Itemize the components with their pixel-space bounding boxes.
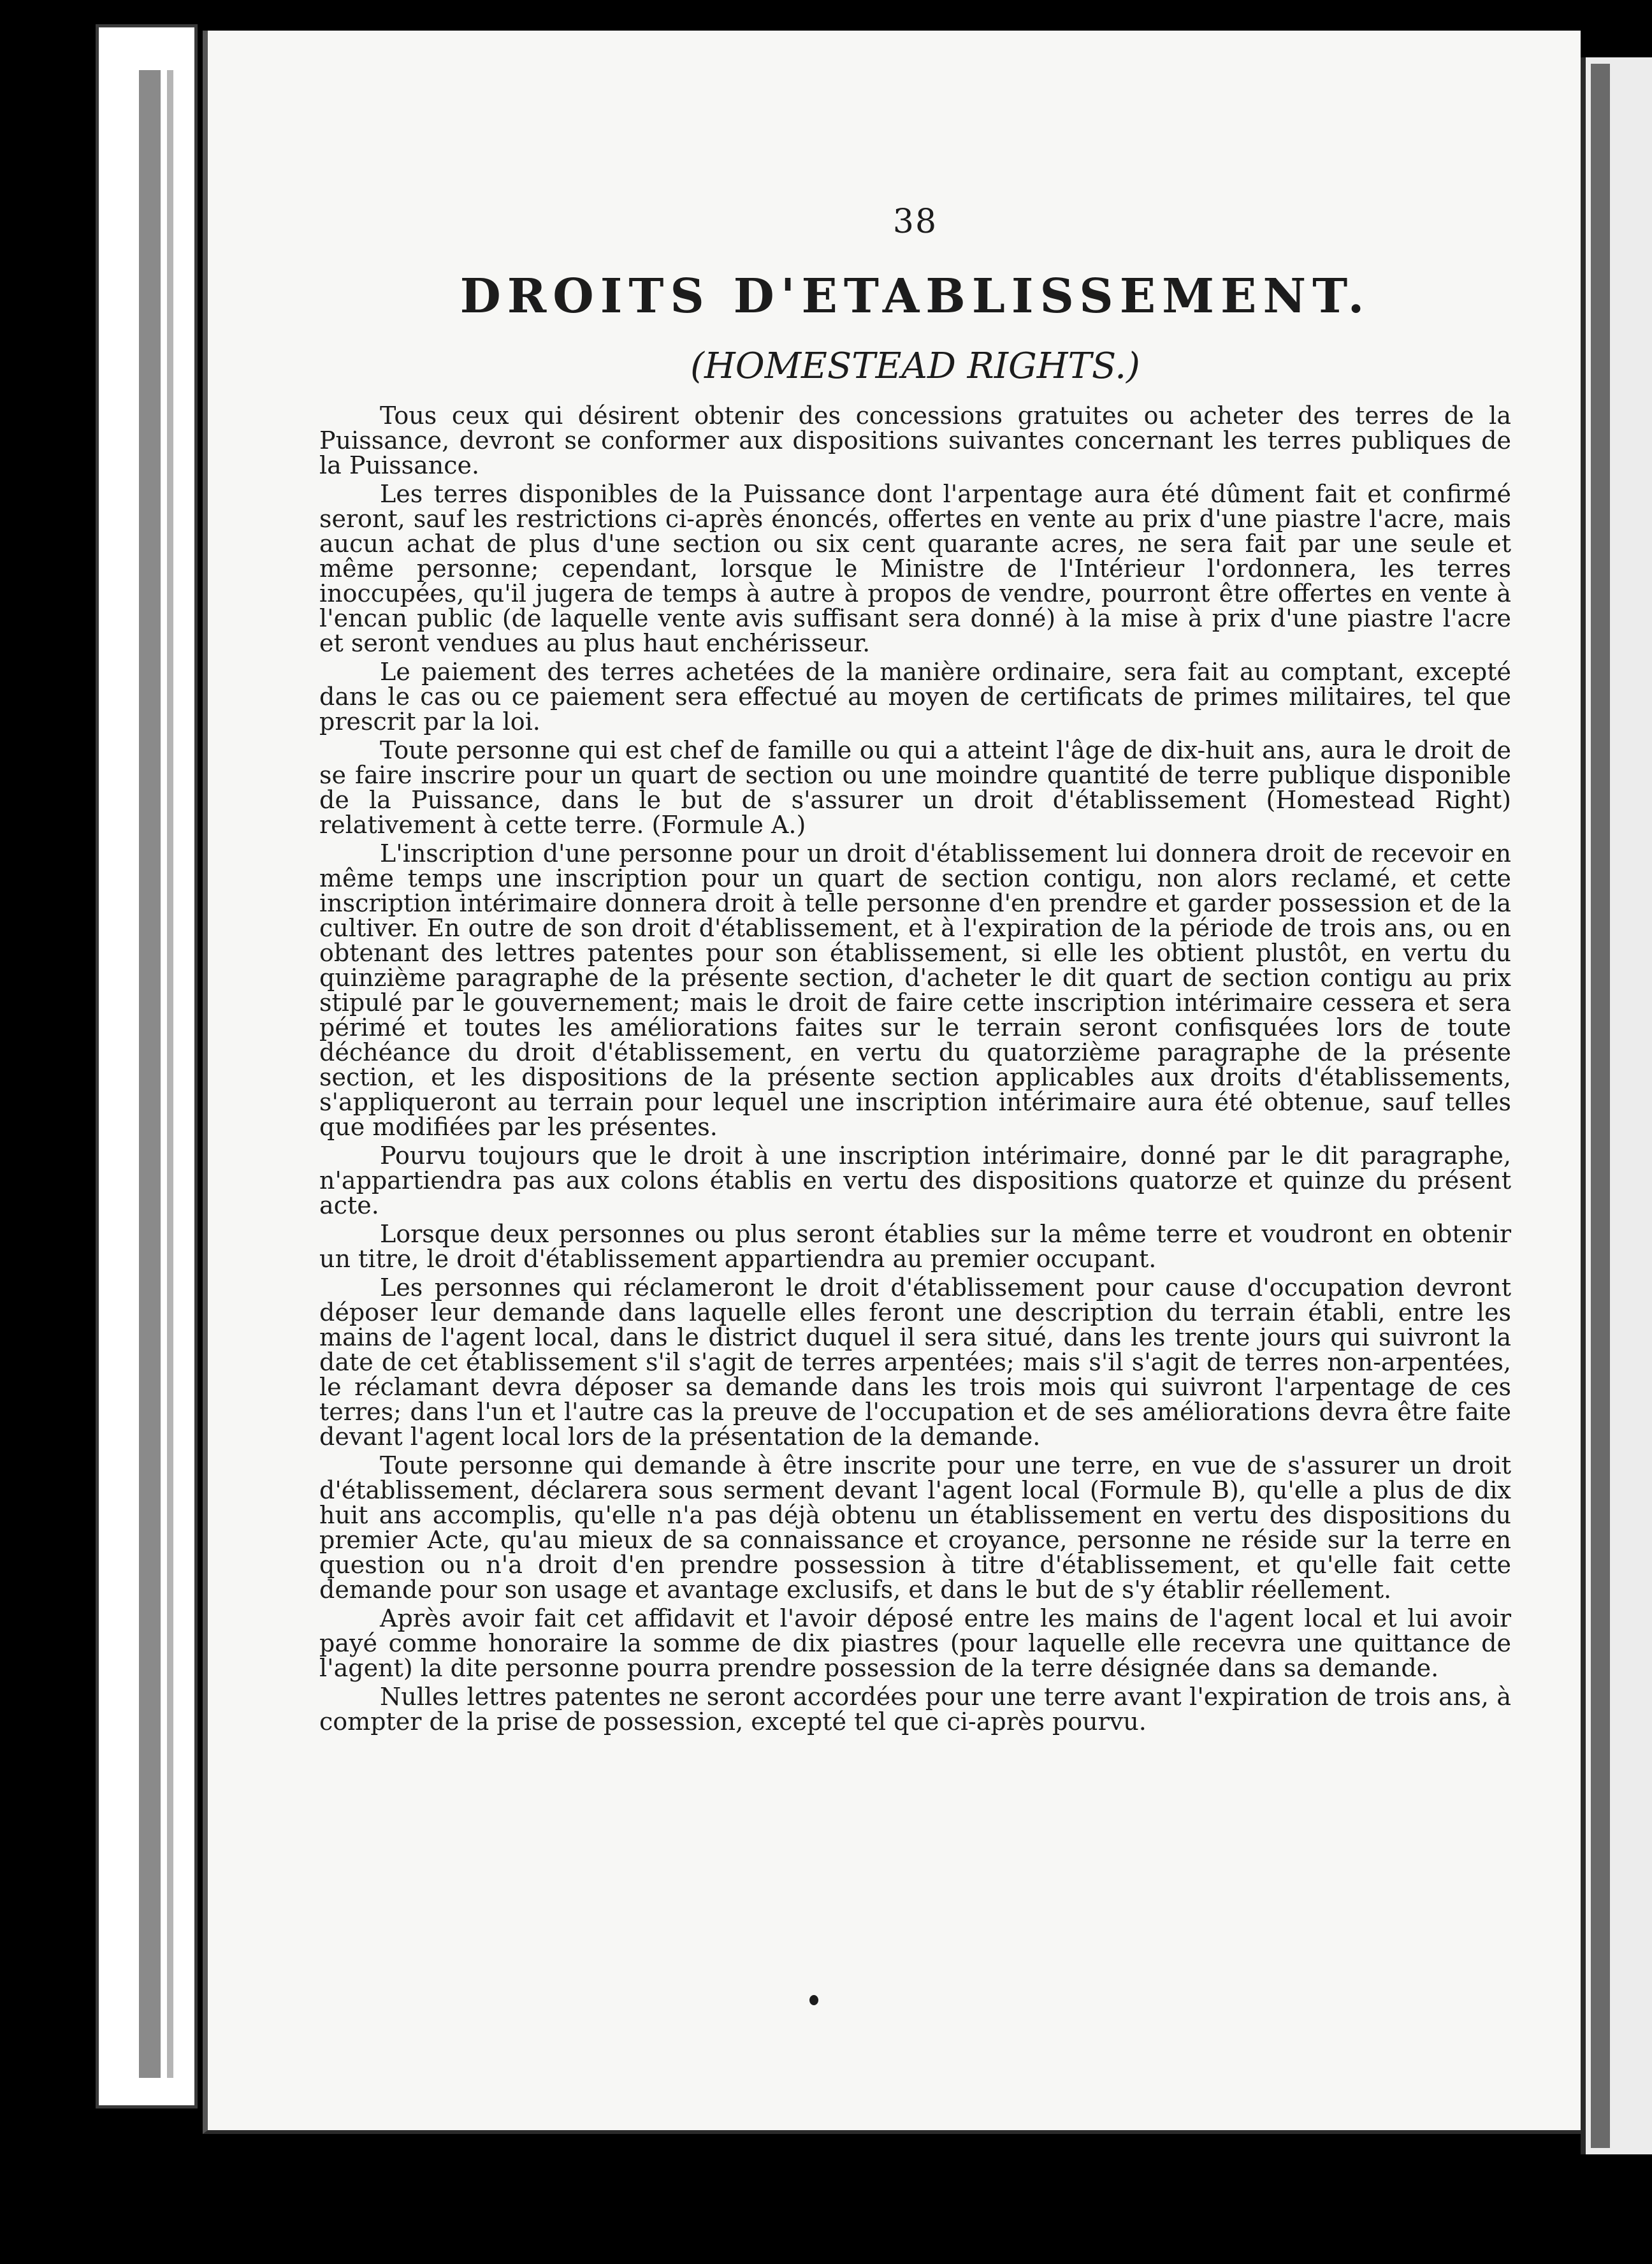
ink-dot bbox=[809, 1995, 818, 2005]
book-left-edge-inner bbox=[167, 70, 173, 2078]
document-page bbox=[203, 31, 1581, 2134]
paragraph: Toute personne qui demande à être inscrite pour une terre, en vue de s'assurer un droit d'établissement, déclarera sous serment devant l'agent local (Formule B), qu'elle a plus de dix huit ans accomplis, qu'elle n'a pas déjà obtenu un établissement en vertu des dispositions du premier Acte, qu'au mieux de sa connaissance et croyance, personne ne réside sur la terre en question ou n'a droit d'en prendre possession à titre d'établissement, et qu'elle fait cette demande pour son usage et avantage exclusifs, et dans le but de s'y établir réellement. bbox=[319, 1451, 1511, 1604]
paragraph: Lorsque deux personnes ou plus seront établies sur la même terre et voudront en obtenir un titre, le droit d'établissement appartiendra au premier occupant. bbox=[319, 1220, 1511, 1273]
paragraph: Après avoir fait cet affidavit et l'avoir déposé entre les mains de l'agent local et lui avoir payé comme honoraire la somme de dix piastres (pour laquelle elle recevra une quittance de l'agent) la dite personne pourra prendre possession de la terre désignée dans sa demande. bbox=[319, 1604, 1511, 1682]
paragraph: L'inscription d'une personne pour un droit d'établissement lui donnera droit de recevoir en même temps une inscription pour un quart de section contigu, non alors reclamé, et cette inscription intérimaire donnera droit à telle personne d'en prendre et garder possession et de la cultiver. En outre de son droit d'établissement, et à l'expiration de la période de trois ans, ou en obtenant des lettres patentes pour son établissement, si elle les obtient plustôt, en vertu du quinzième paragraphe de la présente section, d'acheter le dit quart de section contigu au prix stipulé par le gouvernement; mais le droit de faire cette inscription intérimaire cessera et sera périmé et toutes les améliorations faites sur le terrain seront confisquées lors de toute déchéance du droit d'établissement, en vertu du quatorzième paragraphe de la présente section, et les dispositions de la présente section applicables aux droits d'établissements, s'appliqueront au terrain pour lequel une inscription intérimaire aura été obtenue, sauf telles que modifiées par les présentes. bbox=[319, 839, 1511, 1141]
paragraph: Les personnes qui réclameront le droit d'établissement pour cause d'occupation devront déposer leur demande dans laquelle elles feront une description du terrain établi, entre les mains de l'agent local, dans le district duquel il sera situé, dans les trente jours qui suivront la date de cet établissement s'il s'agit de terres arpentées; mais s'il s'agit de terres non-arpentées, le réclamant devra déposer sa demande dans les trois mois qui suivront l'arpentage de ces terres; dans l'un et l'autre cas la preuve de l'occupation et de ses améliorations devra être faite devant l'agent local lors de la présentation de la demande. bbox=[319, 1274, 1511, 1451]
paragraph: Toute personne qui est chef de famille ou qui a atteint l'âge de dix-huit ans, aura le droit de se faire inscrire pour un quart de section ou une moindre quantité de terre publique disponible de la Puissance, dans le but de s'assurer un droit d'établissement (Homestead Right) relativement à cette terre. (Formule A.) bbox=[319, 736, 1511, 839]
page-number: 38 bbox=[892, 203, 938, 241]
page-content bbox=[319, 203, 1511, 1738]
paragraph: Le paiement des terres achetées de la manière ordinaire, sera fait au comptant, excepté dans le cas ou ce paiement sera effectué au moyen de certificats de primes militaires, tel que prescrit par la loi. bbox=[319, 658, 1511, 736]
page-subtitle: (HOMESTEAD RIGHTS.) bbox=[690, 345, 1140, 387]
paragraph: Pourvu toujours que le droit à une inscription intérimaire, donné par le dit paragraphe, n'appartiendra pas aux colons établis en vertu des dispositions quatorze et quinze du présent acte. bbox=[319, 1142, 1511, 1219]
paragraph: Les terres disponibles de la Puissance dont l'arpentage aura été dûment fait et confirmé seront, sauf les restrictions ci-après énoncés, offertes en vente au prix d'une piastre l'acre, mais aucun achat de plus d'une section ou six cent quarante acres, ne sera fait par une seule et même personne; cependant, lorsque le Ministre de l'Intérieur l'ordonnera, les terres inoccupées, qu'il jugera de temps à autre à propos de vendre, pourront être offertes en vente à l'encan public (de laquelle vente avis suffisant sera donné) à la mise à prix d'une piastre l'acre et seront vendues au plus haut enchérisseur. bbox=[319, 480, 1511, 657]
paragraph: Tous ceux qui désirent obtenir des concessions gratuites ou acheter des terres de la Puissance, devront se conformer aux dispositions suivantes concernant les terres publiques de la Puissance. bbox=[319, 402, 1511, 479]
book-right-edge-shadow bbox=[1591, 64, 1610, 2148]
paragraph: Nulles lettres patentes ne seront accordées pour une terre avant l'expiration de trois ans, à compter de la prise de possession, excepté tel que ci-après pourvu. bbox=[319, 1683, 1511, 1736]
book-left-edge bbox=[139, 70, 161, 2078]
page-title: DROITS D'ETABLISSEMENT. bbox=[460, 269, 1371, 324]
